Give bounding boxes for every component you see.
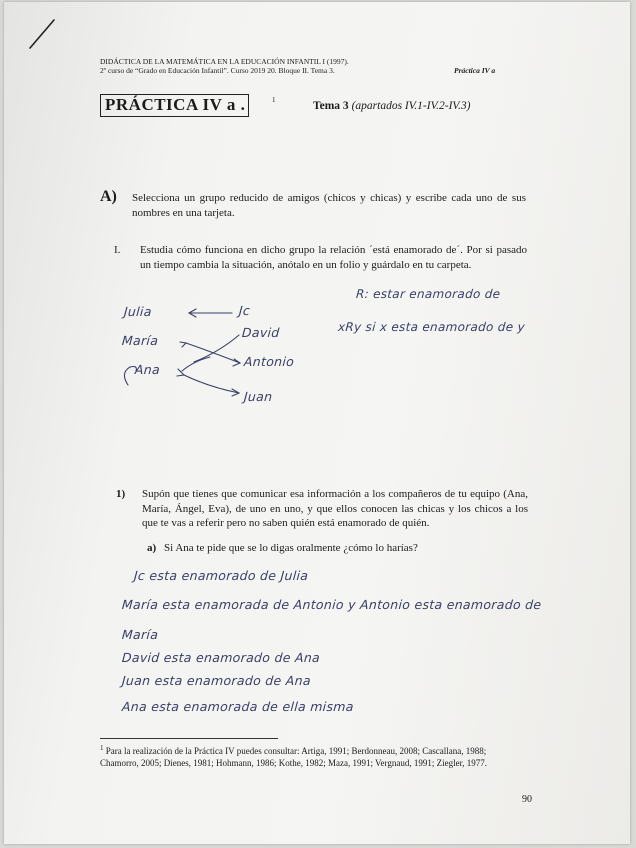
section-a-text: Selecciona un grupo reducido de amigos (chicos y chicas) y escribe cada uno de sus nombres en una tarjeta.	[132, 192, 526, 219]
header-line-1: DIDÁCTICA DE LA MATEMÁTICA EN LA EDUCACIÓN INFANTIL I (1997).	[100, 57, 349, 66]
diagram-left-maria: María	[121, 333, 159, 348]
arrow-ana-juan	[184, 375, 239, 393]
item-a-text: Si Ana te pide que se lo digas oralmente ¿cómo lo harías?	[164, 542, 418, 554]
practica-title: PRÁCTICA IV a .	[100, 94, 249, 117]
tema-label: Tema 3	[313, 100, 349, 112]
diagram-left-ana: Ana	[134, 362, 161, 377]
section-a-label: A)	[100, 188, 117, 205]
answer-line-4: David esta enamorado de Ana	[121, 650, 321, 665]
item-1-label: 1)	[116, 488, 126, 500]
tema-heading	[313, 100, 470, 112]
item-a-label: a)	[147, 542, 157, 554]
answer-line-3: María	[121, 627, 159, 642]
item-i-text: Estudia cómo funciona en dicho grupo la relación ´está enamorado de´. Por si pasado un tiempo cambia la situación, anótalo en un folio y guárdalo en tu carpeta.	[140, 244, 527, 271]
header-line-2: 2º curso de “Grado en Educación Infantil”. Curso 2019 20. Bloque II. Tema 3.	[100, 66, 335, 75]
relation-formula: xRy si x esta enamorado de y	[337, 320, 526, 334]
arrow-to-ana	[182, 357, 210, 371]
answer-line-6: Ana esta enamorada de ella misma	[121, 699, 355, 714]
document-page	[4, 2, 630, 844]
apartados-label: (apartados IV.1-IV.2-IV.3)	[351, 100, 471, 112]
footnote-number: 1	[100, 744, 104, 752]
diagram-right-jc: Jc	[238, 303, 251, 318]
footnote-marker: 1	[272, 96, 276, 104]
relation-arrows	[114, 297, 304, 412]
answer-line-5: Juan esta enamorado de Ana	[121, 673, 312, 688]
diagram-right-antonio: Antonio	[243, 354, 295, 369]
answer-line-1: Jc esta enamorado de Julia	[133, 568, 309, 583]
diagram-right-juan: Juan	[243, 389, 273, 404]
relation-definition: R: estar enamorado de	[355, 287, 501, 301]
item-i-label: I.	[114, 244, 121, 256]
footnote-divider	[100, 738, 278, 739]
arrow-maria-antonio	[186, 343, 240, 363]
footnote	[100, 743, 524, 769]
footnote-text: Para la realización de la Práctica IV puedes consultar: Artiga, 1991; Berdonneau, 2008; Cascallana, 1988; Chamorro, 2005; Dienes, 1981; Hohmann, 1986; Kothe, 1982; Maza, 1991; Vergnaud, 1991; Ziegler, 1977.	[100, 746, 487, 768]
header-right: Práctica IV a	[454, 66, 496, 75]
item-1-text: Supón que tienes que comunicar esa información a los compañeros de tu equipo (Ana, María, Ángel, Eva), de uno en uno, y que ellos conocen las chicas y los chicos a los que te vas a referir pero no saben quién está enamorado de quién.	[142, 488, 528, 529]
diagram-right-david: David	[241, 325, 281, 340]
answer-line-2: María esta enamorada de Antonio y Antonio esta enamorado de	[121, 597, 542, 612]
page-number: 90	[522, 794, 532, 805]
pen-mark-icon	[26, 16, 60, 52]
diagram-left-julia: Julia	[123, 304, 153, 319]
arrow-ana-self	[124, 367, 136, 386]
